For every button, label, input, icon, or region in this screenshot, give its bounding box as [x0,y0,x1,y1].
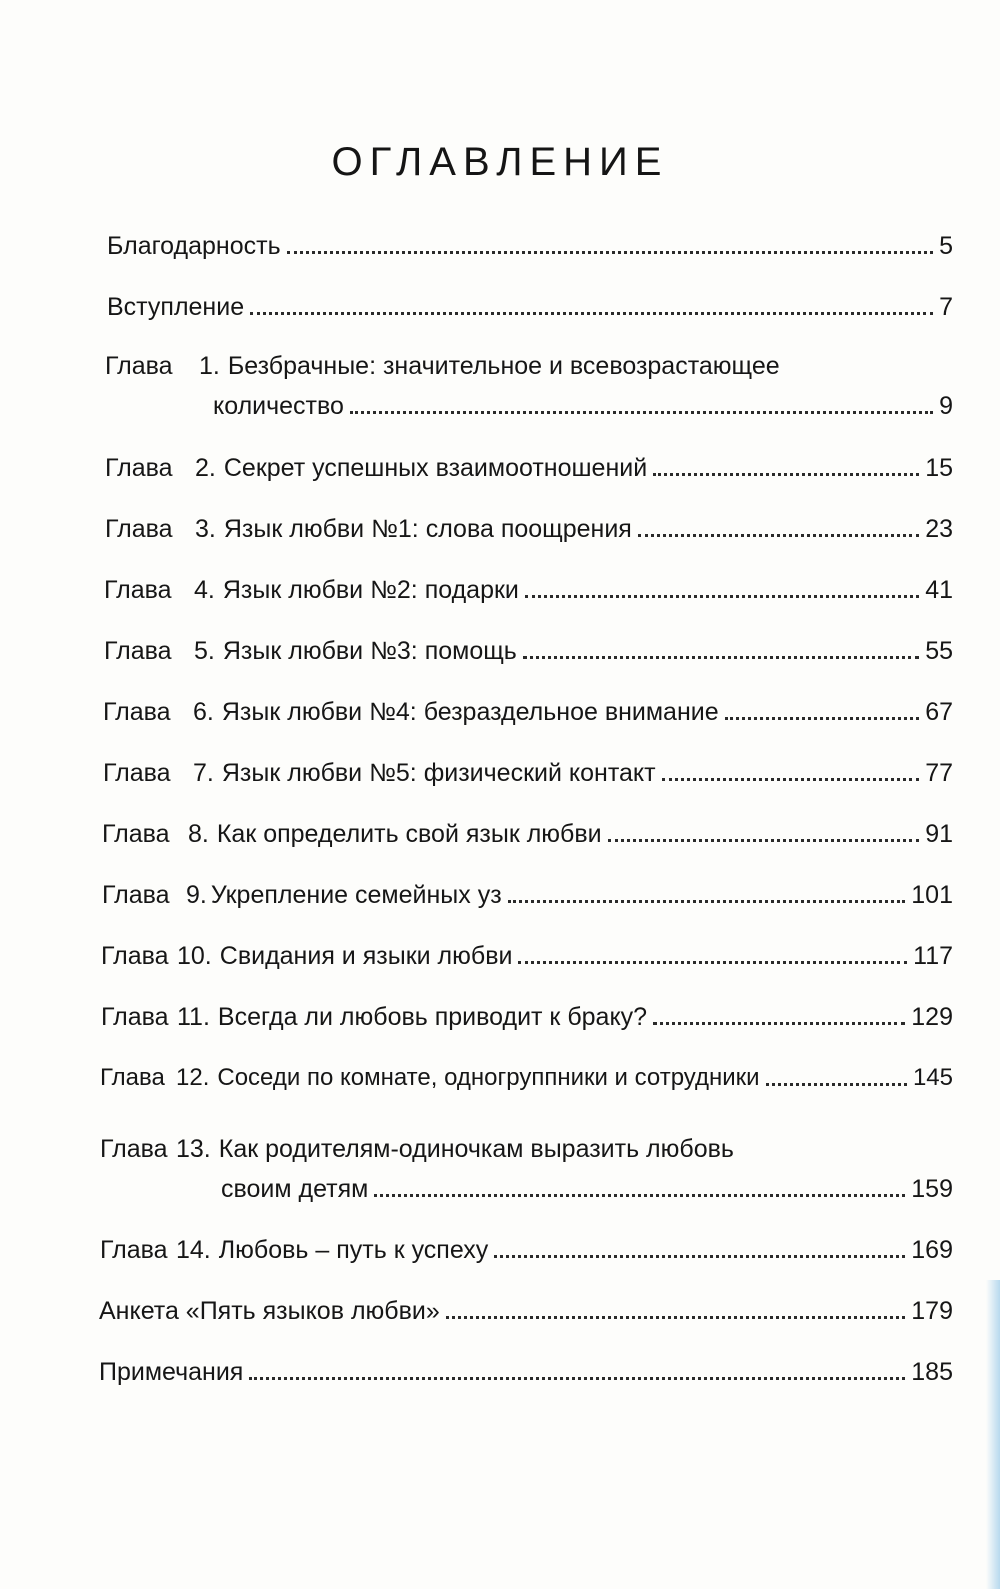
dot-leader [638,533,919,537]
dot-leader [250,311,933,315]
dot-leader [446,1315,906,1319]
toc-label: Всегда ли любовь приводит к браку? [217,1003,648,1031]
toc-page-number: 117 [913,942,953,970]
toc-label: Секрет успешных взаимоотношений [223,454,648,482]
toc-page-number: 159 [911,1175,953,1203]
dot-leader [725,716,920,720]
toc-entry[interactable] [107,289,953,323]
chapter-prefix: Глава [102,820,170,848]
toc-entry[interactable] [100,1060,953,1094]
chapter-prefix: Глава [101,1003,169,1031]
dot-leader [608,838,920,842]
toc-label-line1: Как родителям-одиночкам выразить любовь [218,1135,734,1163]
toc-entry[interactable] [102,877,953,911]
toc-page-number: 55 [925,637,953,665]
chapter-prefix: Глава [104,637,172,665]
toc-page-number: 9 [939,392,953,420]
toc-page-number: 169 [911,1236,953,1264]
toc-label: Язык любви №1: слова поощрения [223,515,632,543]
toc-entry[interactable] [102,816,953,850]
toc-label: Благодарность [107,232,281,260]
toc-entry[interactable] [103,755,953,789]
toc-page-number: 77 [925,759,953,787]
toc-entry[interactable] [101,999,953,1033]
chapter-prefix: Глава [100,1135,168,1163]
dot-leader [523,655,919,659]
chapter-number: 11. [177,1003,210,1031]
toc-label: Язык любви №4: безраздельное внимание [221,698,719,726]
chapter-prefix: Глава [100,1236,168,1264]
toc-page-number: 185 [911,1358,953,1386]
chapter-prefix: Глава [103,698,171,726]
dot-leader [249,1376,905,1380]
toc-page-number: 129 [911,1003,953,1031]
chapter-number: 5. [194,637,215,665]
toc-entry[interactable] [105,511,953,545]
toc-label: Вступление [107,293,245,321]
chapter-prefix: Глава [102,881,170,909]
toc-label: своим детям [221,1175,369,1203]
toc-page-number: 15 [925,454,953,482]
toc-entry[interactable] [99,1354,953,1388]
dot-leader [662,777,920,781]
chapter-number: 3. [195,515,216,543]
toc-page-number: 5 [939,232,953,260]
dot-leader [287,250,933,254]
toc-label: Любовь – путь к успеху [218,1236,489,1264]
toc-entry[interactable] [100,1232,953,1266]
chapter-prefix: Глава [105,515,173,543]
toc-label: Язык любви №2: подарки [222,576,519,604]
chapter-number: 9. [186,881,207,909]
dot-leader [766,1082,907,1086]
toc-label: Свидания и языки любви [219,942,513,970]
toc-label: Как определить свой язык любви [216,820,602,848]
toc-label: количество [213,392,344,420]
chapter-number: 14. [176,1236,211,1264]
toc-label: Соседи по комнате, одногруппники и сотрудники [217,1064,760,1091]
toc-page-number: 91 [925,820,953,848]
toc-page-number: 7 [939,293,953,321]
toc-entry[interactable] [100,1133,953,1205]
chapter-number: 2. [195,454,216,482]
chapter-number: 4. [194,576,215,604]
chapter-number: 7. [193,759,214,787]
chapter-number: 6. [193,698,214,726]
toc-entry[interactable] [104,633,953,667]
toc-label: Укрепление семейных уз [210,881,502,909]
chapter-prefix: Глава [105,352,173,380]
toc-page-number: 41 [925,576,953,604]
toc-page-number: 179 [911,1297,953,1325]
chapter-number: 1. [199,352,220,380]
chapter-number: 10. [177,942,212,970]
toc-label: Анкета «Пять языков любви» [99,1297,440,1325]
toc-label-line1: Безбрачные: значительное и всевозрастающее [227,352,780,380]
dot-leader [494,1254,905,1258]
chapter-number: 12. [176,1064,210,1091]
toc-entry[interactable] [101,938,953,972]
toc-entry[interactable] [107,228,953,262]
dot-leader [350,410,933,414]
chapter-prefix: Глава [101,942,169,970]
dot-leader [653,1021,905,1025]
chapter-prefix: Глава [105,454,173,482]
page-title: ОГЛАВЛЕНИЕ [331,140,669,184]
toc-page-number: 67 [925,698,953,726]
toc-entry[interactable] [104,572,953,606]
chapter-prefix: Глава [100,1064,165,1091]
toc-label: Примечания [99,1358,244,1386]
dot-leader [525,594,919,598]
toc-entry[interactable] [105,450,953,484]
chapter-number: 13. [176,1135,211,1163]
toc-page-number: 145 [912,1064,953,1091]
toc-label: Язык любви №5: физический контакт [221,759,656,787]
chapter-prefix: Глава [104,576,172,604]
toc-page-number: 23 [925,515,953,543]
dot-leader [518,960,907,964]
dot-leader [653,472,919,476]
chapter-prefix: Глава [103,759,171,787]
toc-label: Язык любви №3: помощь [222,637,517,665]
toc-entry[interactable] [99,1293,953,1327]
dot-leader [374,1193,905,1197]
dot-leader [508,899,906,903]
chapter-number: 8. [188,820,209,848]
toc-entry[interactable] [105,350,953,422]
toc-page-number: 101 [911,881,953,909]
page-edge-tint [986,1280,1000,1589]
toc-entry[interactable] [103,694,953,728]
